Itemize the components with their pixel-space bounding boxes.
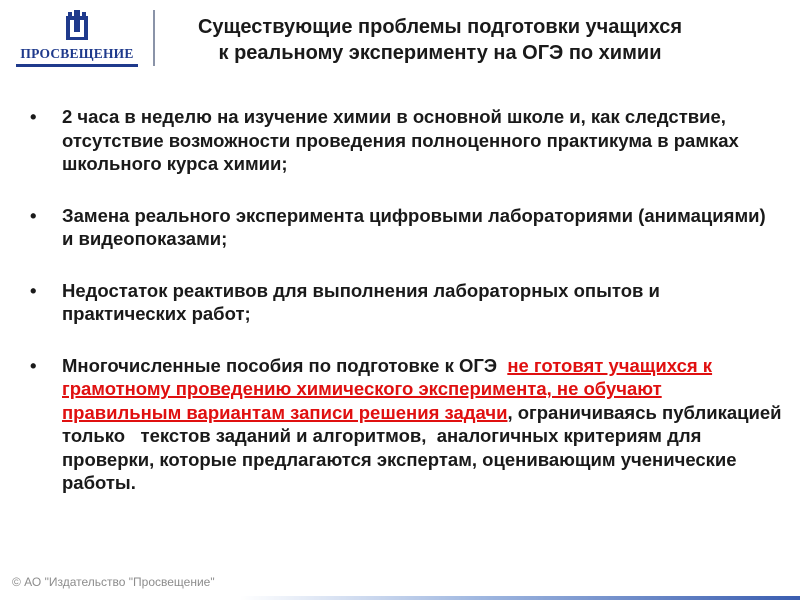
bullet-item — [26, 204, 782, 251]
logo-text: ПРОСВЕЩЕНИЕ — [20, 46, 134, 61]
slide-title — [160, 14, 720, 66]
footer-copyright: © АО "Издательство "Просвещение" — [12, 575, 215, 589]
publisher-logo — [14, 8, 140, 66]
bullet-highlight-text: не готовят учащихся к грамотному проведению химического эксперимента, не обучают правильным вариантам записи решения задачи — [62, 354, 713, 423]
slide-title-line-1: Существующие проблемы подготовки учащихся — [197, 16, 683, 38]
slide-title-line-2: к реальному эксперименту на ОГЭ по химии — [218, 42, 662, 64]
bullet-text-after: , ограничиваясь публикацией только текстов заданий и алгоритмов, аналогичных критериям для проверки, которые предлагаются экспертам, оценивающим ученические работы. — [62, 401, 787, 493]
bullet-item — [26, 105, 782, 176]
bullet-marker: • — [30, 204, 37, 226]
bullet-text: Недостаток реактивов для выполнения лабораторных опытов и практических работ; — [62, 279, 660, 324]
footer-bar — [0, 596, 800, 600]
bullet-marker: • — [30, 279, 37, 301]
header-divider — [153, 10, 155, 66]
book-logo-icon — [65, 10, 89, 40]
logo-underline — [16, 64, 138, 67]
bullet-text-before: Многочисленные пособия по подготовке к ОГЭ — [62, 354, 508, 376]
bullet-list — [26, 105, 787, 495]
bullet-marker: • — [30, 106, 37, 127]
bullet-marker: • — [30, 354, 37, 376]
bullet-item — [26, 354, 787, 495]
bullet-item — [26, 279, 782, 326]
bullet-text: 2 часа в неделю на изучение химии в основной школе и, как следствие, отсутствие возможности проведения полноценного практикума в рамках школьного курса химии; — [62, 106, 739, 174]
bullet-text: Замена реального эксперимента цифровыми лабораториями (анимациями) и видеопоказами; — [62, 204, 766, 249]
